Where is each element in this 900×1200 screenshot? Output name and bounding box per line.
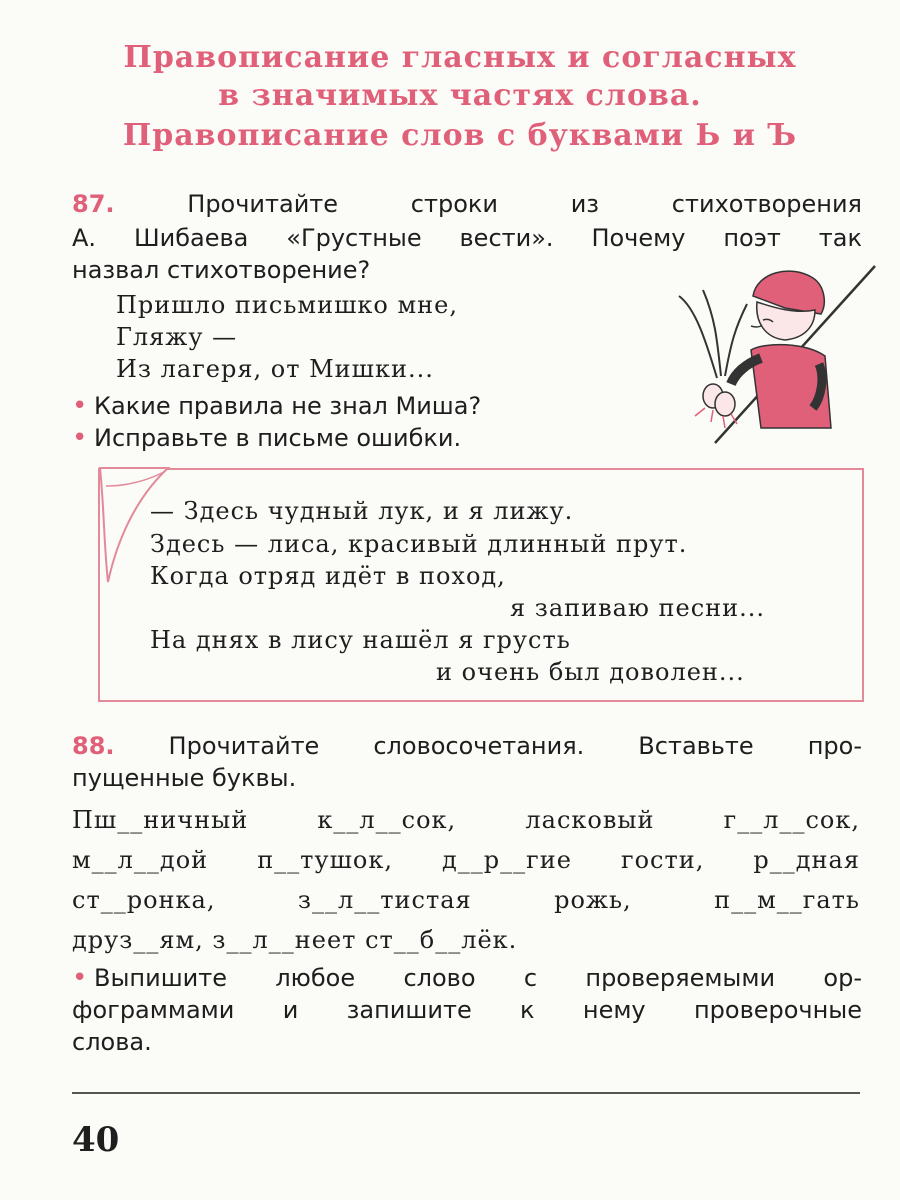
letter-line-2: Здесь — лиса, красивый длинный прут. [150, 530, 688, 558]
poem-line-1: Пришло письмишко мне, [116, 291, 458, 319]
bullet-text: Выпишите любое слово с проверяемыми ор- [94, 964, 862, 992]
bullet-text: Исправьте в письме ошибки. [94, 424, 462, 452]
letter-line-3: Когда отряд идёт в поход, [150, 562, 506, 590]
task-87-text-1: Прочитайте строки из стихотворения [187, 190, 862, 218]
task-88-number: 88. [72, 732, 115, 760]
task-88-text-1: Прочитайте словосочетания. Вставьте про- [168, 732, 862, 760]
bullet-dot-icon: • [72, 391, 88, 421]
task-88-bullet-line-3: слова. [72, 1028, 152, 1056]
heading-line-3: Правописание слов с буквами Ь и Ъ [122, 118, 798, 153]
poem-line-3: Из лагеря, от Мишки... [116, 355, 434, 383]
task-87-number: 87. [72, 190, 115, 218]
task-87-bullet-1 [72, 390, 481, 422]
task-88-line-1 [72, 730, 862, 762]
words-line-3: ст__ронка, з__л__тистая рожь, п__м__гать [72, 886, 860, 914]
task-87-bullet-2 [72, 422, 461, 454]
heading-line-1: Правописание гласных и согласных [123, 40, 797, 75]
task-87-line-2: А. Шибаева «Грустные вести». Почему поэт так [72, 224, 862, 252]
words-line-4: друз__ям, з__л__неет ст__б__лёк. [72, 926, 518, 954]
letter-line-4: я запиваю песни... [510, 594, 766, 622]
letter-line-6: и очень был доволен... [436, 658, 745, 686]
words-line-2: м__л__дой п__тушок, д__р__гие гости, р__дная [72, 846, 860, 874]
task-87-line-1 [72, 188, 862, 220]
task-87-line-3: назвал стихотворение? [72, 256, 371, 284]
bullet-dot-icon: • [72, 423, 88, 453]
bullet-text: Какие правила не знал Миша? [94, 392, 482, 420]
words-line-1: Пш__ничный к__л__сок, ласковый г__л__сок, [72, 806, 860, 834]
answer-line [72, 1092, 860, 1094]
letter-line-5: На днях в лису нашёл я грусть [150, 626, 571, 654]
bullet-dot-icon: • [72, 963, 88, 993]
poem-line-2: Гляжу — [116, 323, 238, 351]
page-number: 40 [72, 1120, 120, 1160]
task-88-line-2: пущенные буквы. [72, 764, 297, 792]
task-88-bullet-line-2: фограммами и запишите к нему проверочные [72, 996, 862, 1024]
letter-line-1: — Здесь чудный лук, и я лижу. [150, 497, 574, 525]
boy-with-onion-illustration [665, 238, 880, 453]
task-88-bullet-line-1 [72, 962, 862, 994]
heading-line-2: в значимых частях слова. [218, 78, 702, 113]
